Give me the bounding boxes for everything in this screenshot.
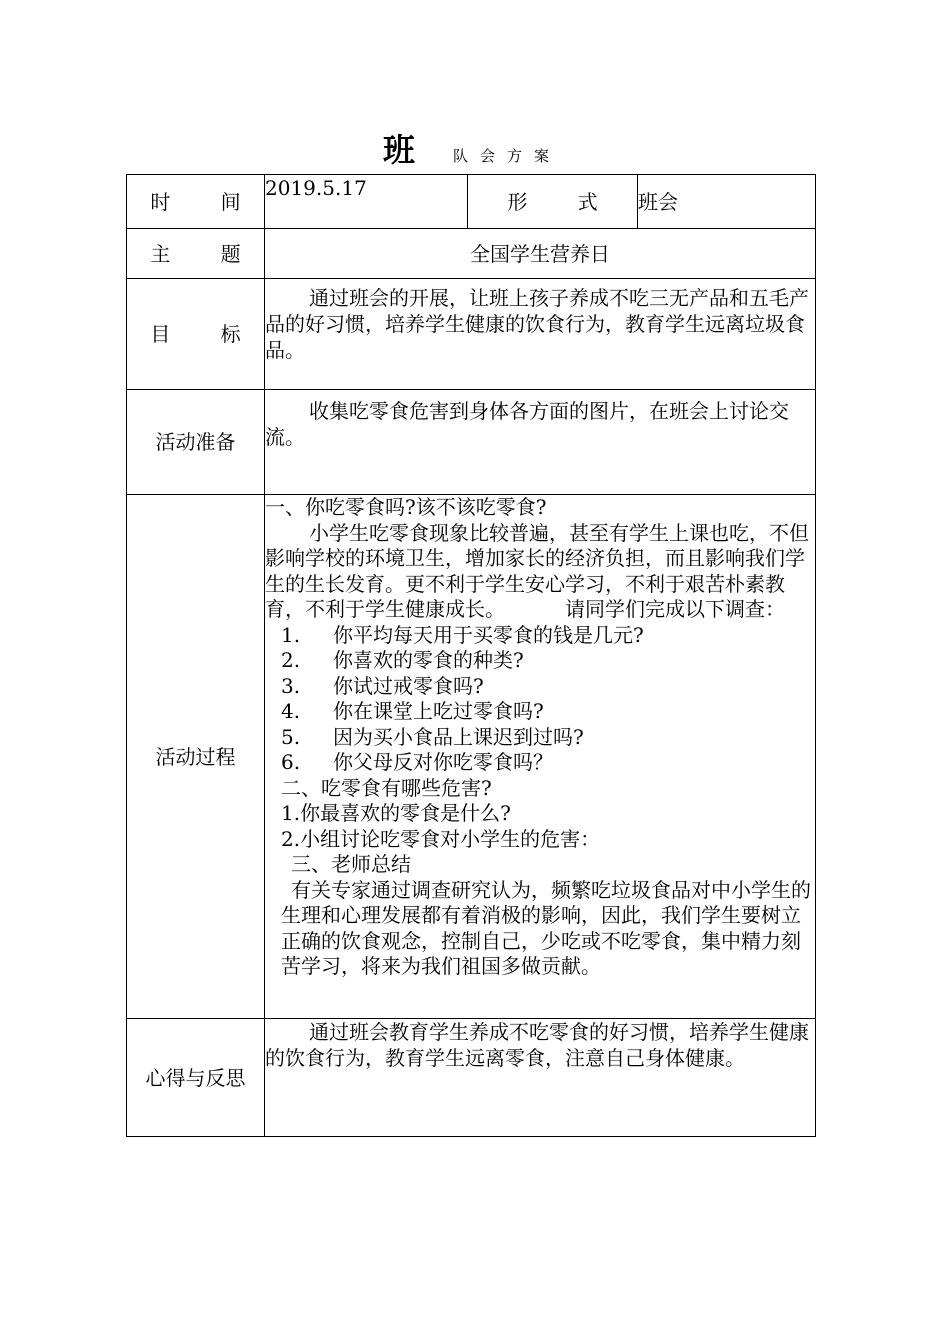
meeting-plan-table [126, 174, 816, 1137]
reflection-label: 心得与反思 [127, 1019, 265, 1137]
form-label: 形 式 [468, 175, 638, 229]
process-para-text: 小学生吃零食现象比较普遍，甚至有学生上课也吃，不但影响学校的环境卫生，增加家长的经济负担，而且影响我们学生的生长发育。更不利于学生安心学习，不利于艰苦朴素教育，不利于学生健康成长。 [265, 520, 809, 621]
process-section-1: 一、你吃零食吗?该不该吃零食? [265, 495, 547, 519]
teacher-conclusion: 有关专家通过调查研究认为，频繁吃垃圾食品对中小学生的生理和心理发展都有着消极的影响，因此，我们学生要树立正确的饮食观念，控制自己，少吃或不吃零食，集中精力刻苦学习，将来为我们祖国多做贡献。 [281, 877, 811, 978]
process-item-2: 2.小组讨论吃零食对小学生的危害： [281, 826, 601, 851]
row-time [127, 175, 816, 229]
survey-question: 6. 你父母反对你吃零食吗？ [281, 750, 553, 774]
process-section-2: 二、吃零食有哪些危害? [281, 775, 492, 800]
row-process [127, 495, 816, 1019]
title-subtitle: 队会方案 [453, 147, 562, 165]
process-content [265, 495, 816, 1019]
row-reflection [127, 1019, 816, 1137]
theme-label: 主 题 [127, 229, 265, 279]
survey-intro: 请同学们完成以下调查： [565, 597, 785, 621]
process-section-3: 三、老师总结 [291, 852, 411, 876]
survey-question: 2. 你喜欢的零食的种类? [281, 648, 524, 672]
page-title [0, 128, 950, 176]
time-label: 时 间 [127, 175, 265, 229]
preparation-label: 活动准备 [127, 390, 265, 495]
reflection-text: 通过班会教育学生养成不吃零食的好习惯，培养学生健康的饮食行为，教育学生远离零食，注意自己身体健康。 [265, 1020, 809, 1070]
theme-value: 全国学生营养日 [265, 229, 816, 279]
survey-question: 4. 你在课堂上吃过零食吗? [281, 699, 544, 723]
survey-question: 5. 因为买小食品上课迟到过吗? [281, 724, 584, 749]
process-paragraph-1 [265, 521, 815, 623]
row-theme [127, 229, 816, 279]
row-goal [127, 279, 816, 390]
goal-text: 通过班会的开展，让班上孩子养成不吃三无产品和五毛产品的好习惯，培养学生健康的饮食行为，教育学生远离垃圾食品。 [265, 286, 809, 362]
process-item-1: 1.你最喜欢的零食是什么? [281, 801, 511, 825]
survey-question: 3. 你试过戒零食吗? [281, 673, 484, 698]
form-value: 班会 [638, 175, 816, 229]
row-preparation [127, 390, 816, 495]
goal-label: 目 标 [127, 279, 265, 390]
preparation-text: 收集吃零食危害到身体各方面的图片，在班会上讨论交流。 [265, 399, 789, 449]
time-value: 2019.5.17 [265, 175, 468, 229]
title-main-char: 班 [383, 131, 416, 169]
process-label: 活动过程 [127, 495, 265, 1019]
survey-question: 1. 你平均每天用于买零食的钱是几元? [281, 622, 644, 647]
